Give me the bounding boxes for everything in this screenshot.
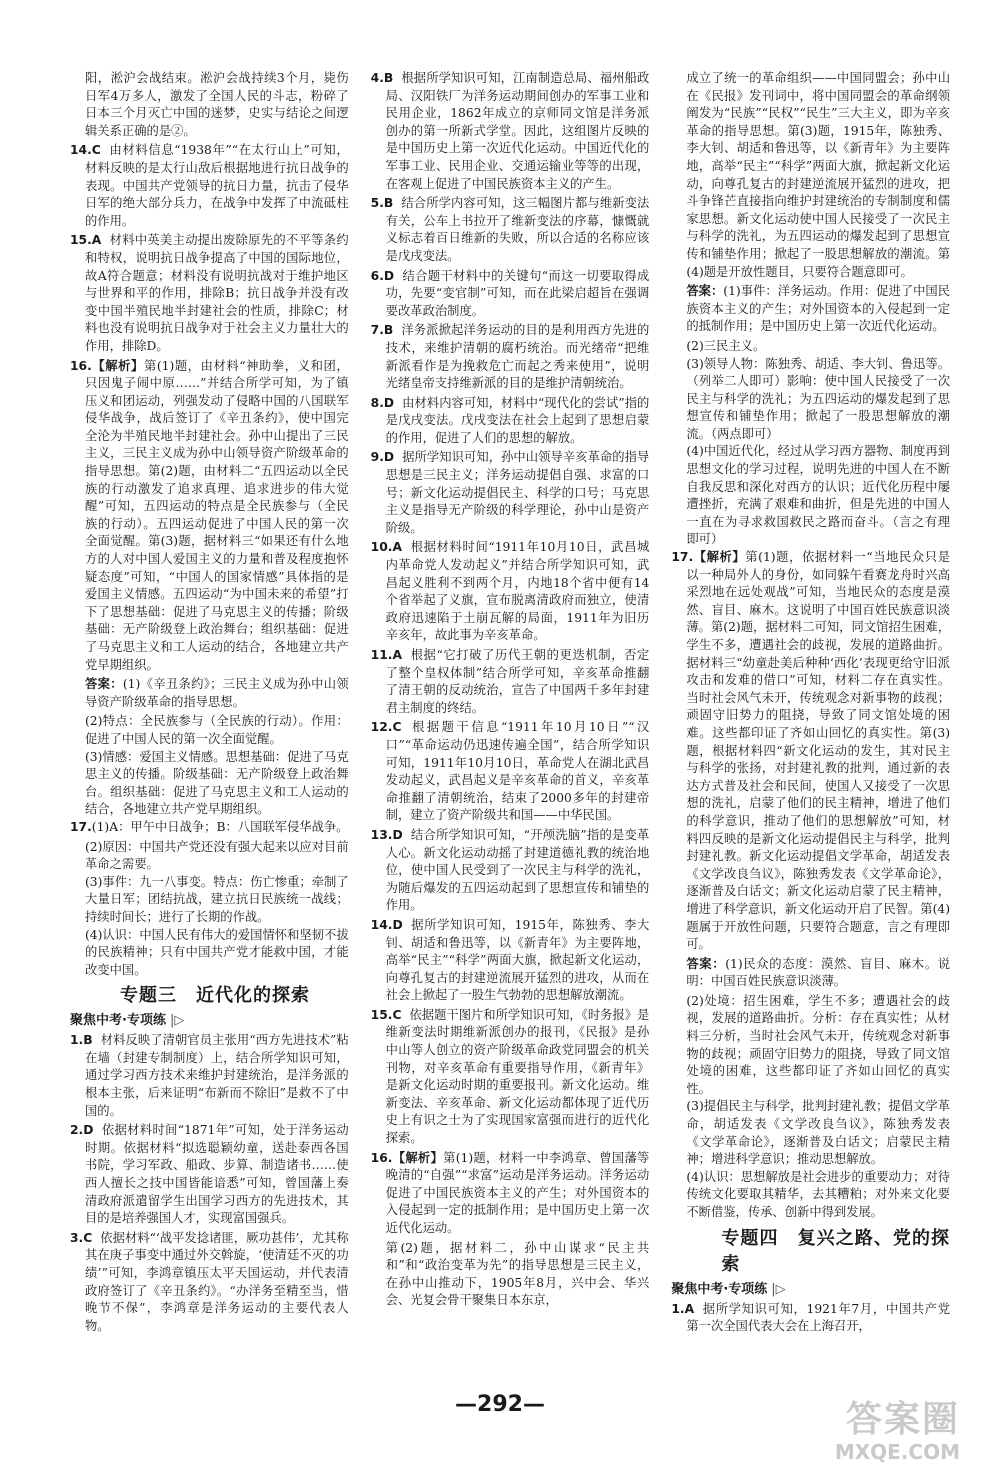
answer-text: 据所学知识可知，1915年，陈独秀、李大钊、胡适和鲁迅等，以《新青年》为主要阵地，高举“民主”“科学”两面大旗，掀起新文化运动，向尊孔复古的封建逆流展开猛烈的进攻，从而在社会上掀起了一股生气勃勃的思想解放潮流。 (385, 917, 650, 1003)
question-number: 14. (70, 143, 92, 158)
answer-choice: A (684, 1301, 695, 1316)
answer-text: 根据“它打破了历代王朝的更迭机制，否定了整个皇权体制”结合所学可知，辛亥革命推翻了清王朝的反动统治，宣告了中国两千多年封建君主制度的终结。 (385, 648, 650, 715)
answer-text: (2)特点：全民族参与（全民族的行动）。作用：促进了中国人民的第一次全面觉醒。 (85, 714, 349, 746)
practice-subheading-label: 聚焦中考·专项练 (70, 1013, 166, 1029)
question-number: 11. (370, 648, 393, 662)
question-answer (671, 1301, 950, 1336)
answer-paragraph (671, 956, 950, 991)
answer-choice: A (392, 540, 402, 555)
answer-text: 由材料内容可知，材料中“现代化的尝试”指的是戊戌变法。戊戌变法在社会上起到了思想启蒙的作用，促进了人们的思想的解放。 (385, 395, 650, 445)
arrow-icon: |▷ (169, 1013, 185, 1029)
answer-text: (2)三民主义。 (686, 338, 766, 353)
answer-text: 结合题干材料中的关键句“而这一切要取得成功，先要“变官制”可知，而在此梁启超旨在强调要改革政治制度。 (385, 268, 650, 318)
watermark-url: MXQE.COM (834, 1440, 960, 1464)
question-answer (371, 647, 650, 717)
answer-choice: C (392, 1007, 402, 1022)
answer-paragraph (671, 1169, 950, 1222)
answer-text: 阳，淞沪会战结束。淞沪会战持续3个月，毙伤日军4万多人，激发了全国人民的斗志，粉碎了日本三个月灭亡中国的迷梦，史实与结论之间逻辑关系正确的是②。 (85, 71, 349, 138)
analysis-tag: 【解析】 (392, 1150, 444, 1165)
question-answer (70, 142, 349, 230)
answer-choice: D (392, 917, 403, 932)
answer-choice: D (83, 1123, 94, 1138)
answer-text: 据所学知识可知，孙中山领导辛亥革命的指导思想是三民主义；洋务运动提倡自强、求富的口号；新文化运动提倡民主、科学的口号；马克思主义是指导无产阶级的科学理论，孙中山是资产阶级。 (385, 450, 650, 535)
answer-text: 第(1)题，由材料“神助拳，义和团，只因鬼子闹中原……”并结合所学可知，为了镇压义和团运动，列强发动了侵略中国的八国联军侵华战争，战后签订了《辛丑条约》，使中国完全沦为半殖民地半封建社会。孙中山提出了三民主义，三民主义成为孙中山领导资产阶级革命的指导思想。第(2)题，由材料二“五四运动以全民族的行动激发了追求真理、追求进步的伟大觉醒”可知，五四运动的特点是全民族参与（全民族的行动）。五四运动促进了中国人民的第一次全面觉醒。第(3)题，据材料三“如果还有什么地方的人对中国人爱国主义的力量和普及程度抱怀疑态度”可知，“中国人的国家情感”具体指的是爱国主义情感。五四运动“为中国未来的希望”打下了思想基础：促进了马克思主义的传播；阶级基础：无产阶级登上政治舞台；组织基础：促进了马克思主义和工人运动的结合，各地建立共产党早期组织。 (85, 358, 349, 672)
question-number: 1. (70, 1033, 84, 1048)
question-answer (70, 1122, 349, 1228)
answer-text: (2)处境：招生困难，学生不多；遭遇社会的歧视，发展的道路曲折。分析：存在真实性；从材料三分析，当时社会风气未开，传统观念对新事物的歧视；顽固守旧势力的阻挠，导致了同文馆处境的困难，这些都印证了齐如山回忆的真实性。 (686, 993, 951, 1096)
section-heading: 专题三 近代化的探索 (120, 985, 310, 1007)
answer-paragraph (671, 993, 950, 1099)
answer-text: (3)事件：九一八事变。特点：伤亡惨重；牵制了大量日军；团结抗战，建立抗日民族统一战线；持续时间长；进行了长期的作战。 (85, 874, 349, 924)
question-number: 4. (370, 71, 384, 85)
arrow-icon: |▷ (771, 1281, 786, 1297)
question-answer (371, 322, 650, 392)
question-number: 8. (370, 395, 384, 410)
answer-text: (3)领导人物：陈独秀、胡适、李大钊、鲁迅等。（列举二人即可）影响：使中国人民接受了一次民主与科学的洗礼；为五四运动的爆发起到了思想宣传和铺垫作用；掀起了一股思想解放的潮流。（两点即可） (686, 356, 951, 441)
question-number: 12. (370, 720, 393, 735)
answer-choice: C (91, 143, 101, 158)
answer-text: 第(1)题，依据材料一“当地民众只是以一种局外人的身份，如同躲午看赛龙舟时兴高采烈地在远处观战”可知，当地民众的态度是漠然、盲目、麻木。这说明了中国百姓民族意识淡薄。第(2)题，据材料二可知，同文馆招生困难，学生不多，遭遇社会的歧视，发展的道路曲折。据材料三“幼童赴美后种种‘西化’表现更给守旧派攻击和发难的借口”可知，材料二存在真实性。当时社会风气未开，传统观念对新事物的歧视；顽固守旧势力的阻挠，导致了同文馆处境的困难。这些都印证了齐如山回忆的真实性。第(3)题，根据材料四“新文化运动的发生，其对民主与科学的张扬，对封建礼教的批判，通过新的表达方式普及社会和民间，使国人又接受了一次思想的洗礼，启蒙了他们的民主精神，增进了他们的科学意识，推动了他们的思想解放”可知，材料四反映的是新文化运动提倡民主与科学，批判封建礼教。新文化运动提倡文学革命，胡适发表《文学改良刍议》，陈独秀发表《文学革命论》，逐渐普及白话文；新文化运动启蒙了民主精神，增进了科学意识，新文化运动开启了民智。第(4)题属于开放性问题，只要符合题意，言之有理即可。 (686, 550, 951, 952)
question-number: 14. (370, 917, 393, 932)
answer-text: 据所学知识可知，1921年7月，中国共产党第一次全国代表大会在上海召开， (686, 1301, 951, 1334)
question-answer (371, 917, 650, 1005)
question-number: 6. (370, 268, 384, 283)
question-number: 9. (370, 450, 384, 465)
answer-text: 洋务派掀起洋务运动的目的是利用西方先进的技术，来维护清朝的腐朽统治。而光绪帝“把维新派看作是为挽救危亡而起之秀来使用”，说明光绪皇帝支持维新派的目的是维护清朝统治。 (385, 323, 650, 391)
question-answer (70, 1032, 349, 1120)
practice-subheading-label: 聚焦中考·专项练 (671, 1281, 768, 1297)
answer-paragraph (70, 927, 349, 980)
question-number: 17. (70, 819, 92, 834)
answer-paragraph (671, 283, 950, 336)
answer-choice: D (392, 827, 403, 842)
answer-paragraph (671, 356, 950, 444)
answer-text: 依据题干图片和所学知识可知，《时务报》是维新变法时期维新派创办的报刊，《民报》是孙中山等人创立的资产阶级革命政党同盟会的机关刊物，对辛亥革命有重要指导作用，《新青年》是新文化运动时期的重要报刊。新文化运动。维新变法、辛亥革命、新文化运动都体现了近代历史上有识之士为了实现国家富强而进行的近代化探索。 (385, 1007, 650, 1146)
answer-text: (3)情感：爱国主义情感。思想基础：促进了马克思主义的传播。阶级基础：无产阶级登上政治舞台。组织基础：促进了马克思主义和工人运动的结合，各地建立共产党早期组织。 (85, 749, 349, 817)
answer-text: 第(1)题，材料一中李鸿章、曾国藩等晚清的“自强”“求富”运动是洋务运动。洋务运动促进了中国民族资本主义的产生；对外国资本的入侵起到一定的抵制作用；是中国历史上第一次近代化运动。 (385, 1150, 650, 1235)
question-answer (371, 1150, 650, 1238)
question-number: 13. (370, 827, 393, 842)
answer-paragraph (70, 70, 349, 140)
answer-key-page (70, 70, 950, 1380)
question-answer (371, 539, 650, 645)
question-answer (371, 395, 650, 448)
answer-paragraph (671, 70, 950, 281)
answer-text: 材料中英美主动提出废除原先的不平等条约和特权，说明抗日战争提高了中国的国际地位，故A符合题意；材料没有说明抗战对于维护地区与世界和平的作用，排除B；抗日战争并没有改变中国半殖民地半封建社会的性质，排除C；材料也没有说明抗日战争对于社会主义力量壮大的作用，排除D。 (85, 233, 349, 353)
answer-choice: C (392, 720, 402, 735)
answer-text: 根据所学知识可知，江南制造总局、福州船政局、汉阳铁厂为洋务运动期间创办的军事工业和民用企业，1862年成立的京师同文馆是洋务派创办的第一所新式学堂。因此，这组图片反映的是中国历史上第一次近代化运动。中国近代化的军事工业、民用企业、交通运输业等等的出现，在客观上促进了中国民族资本主义的产生。 (385, 71, 650, 191)
question-answer (671, 549, 950, 954)
question-number: 16. (370, 1150, 393, 1165)
question-answer (70, 819, 349, 837)
page-number: —292— (455, 1392, 545, 1417)
practice-subheading (671, 1280, 950, 1299)
answer-choice: A (91, 233, 102, 248)
question-number: 3. (70, 1230, 84, 1245)
question-number: 2. (70, 1123, 84, 1138)
watermark-logo (790, 1400, 960, 1470)
answer-paragraph (70, 839, 349, 874)
answer-paragraph (70, 713, 349, 748)
answer-choice: B (383, 71, 394, 85)
answer-text: (1)A：甲午中日战争；B：八国联军侵华战争。 (91, 819, 349, 834)
answer-paragraph (671, 443, 950, 549)
answer-text: (3)提倡民主与科学，批判封建礼教；提倡文学革命，胡适发表《文学改良刍议》，陈独秀发表《文学革命论》，逐渐普及白话文；启蒙民主精神；增进科学意识；推动思想解放。 (686, 1099, 951, 1167)
question-number: 5. (370, 196, 384, 211)
answer-text: 第(2)题，据材料二，孙中山谋求“民主共和”和“政治变革为先”的指导思想是三民主义，在孙中山推动下，1905年8月，兴中会、华兴会、光复会骨干聚集日本东京， (385, 1240, 650, 1308)
analysis-tag: 【解析】 (693, 550, 746, 565)
answer-choice: B (383, 323, 394, 338)
answer-paragraph (371, 1240, 650, 1310)
question-number: 7. (370, 323, 384, 338)
question-number: 1. (671, 1301, 685, 1316)
analysis-tag: 【解析】 (91, 358, 144, 373)
answer-choice: A (392, 648, 402, 662)
answer-text: (2)原因：中国共产党还没有强大起来以应对目前革命之需要。 (85, 839, 349, 872)
answer-text: (4)中国近代化，经过从学习西方器物、制度再到思想文化的学习过程，说明先进的中国人在不断自我反思和深化对西方的认识；近代化历程中屡遭挫折，充满了艰难和曲折，但是先进的中国人一直在为寻求救国救民之路而奋斗。（言之有理即可） (686, 444, 951, 547)
question-answer (371, 1007, 650, 1148)
answer-text: 结合所学内容可知，这三幅图片都与维新变法有关，公车上书拉开了维新变法的序幕，慷慨就义标志着百日维新的失败，所以合适的名称应该是戊戌变法。 (385, 196, 650, 263)
answer-text: 成立了统一的革命组织——中国同盟会；孙中山在《民报》发刊词中，将中国同盟会的革命纲领阐发为“民族”“民权”“民生”三大主义，即为辛亥革命的指导思想。第(3)题，1915年，陈独秀、李大钊、胡适和鲁迅等，以《新青年》为主要阵地，高举“民主”“科学”两面大旗，掀起新文化运动，向尊孔复古的封建逆流展开猛烈的进攻，把斗争锋芒直接指向维护封建统治的专制制度和儒家思想。新文化运动使中国人民接受了一次民主与科学的洗礼，为五四运动的爆发起到了思想宣传和铺垫作用；掀起了一股思想解放的潮流。第(4)题是开放性题目，只要符合题意即可。 (686, 71, 951, 279)
question-answer (371, 195, 650, 265)
question-answer (70, 232, 349, 355)
column-right (671, 70, 950, 1380)
question-number: 16. (70, 358, 92, 373)
answer-text: 由材料信息“1938年”“在太行山上”可知，材料反映的是太行山敌后根据地进行抗日战争的表现。中国共产党领导的抗日力量，抗击了侵华日军的绝大部分兵力，在战争中发挥了中流砥柱的作用。 (85, 143, 349, 228)
question-answer (371, 268, 650, 321)
question-number: 17. (671, 550, 694, 565)
answer-text: 依据材料“‘战平发捻诸匪，厥功甚伟’，尤其称其在庚子事变中通过外交斡旋，‘使清廷不灭的功绩’”可知，李鸿章镇压太平天国运动，并代表清政府签订了《辛丑条约》。“办洋务至精至当，惜晚节不保”，李鸿章是洋务运动的主要代表人物。 (85, 1230, 349, 1333)
column-left (70, 70, 349, 1380)
answer-label: 答案： (85, 677, 123, 692)
column-middle (371, 70, 650, 1380)
practice-subheading (70, 1011, 349, 1030)
answer-text: (1)事件：洋务运动。作用：促进了中国民族资本主义的产生；对外国资本的入侵起到一定的抵制作用；是中国历史上第一次近代化运动。 (686, 284, 951, 334)
question-answer (371, 449, 650, 537)
answer-choice: C (83, 1230, 93, 1245)
watermark-cn: 答案圈 (845, 1399, 960, 1440)
answer-choice: B (83, 1033, 93, 1048)
question-answer (70, 358, 349, 675)
section-heading: 专题四 复兴之路、党的探索 (721, 1227, 951, 1275)
answer-paragraph (70, 874, 349, 927)
answer-text: (4)认识：思想解放是社会进步的重要动力；对待传统文化要取其精华，去其糟粕；对外来文化要不断借鉴，传承、创新中得到发展。 (686, 1169, 951, 1219)
answer-choice: D (383, 450, 395, 465)
answer-text: (4)认识：中国人民有伟大的爱国情怀和坚韧不拔的民族精神；只有中国共产党才能救中国，才能改变中国。 (85, 927, 349, 977)
answer-choice: B (383, 196, 394, 211)
answer-label: 答案： (686, 284, 724, 299)
question-answer (70, 1230, 349, 1336)
question-answer (371, 70, 650, 193)
answer-text: (1)《辛丑条约》；三民主义成为孙中山领导资产阶级革命的指导思想。 (85, 677, 349, 709)
answer-paragraph (70, 676, 349, 711)
answer-text: 结合所学知识可知，“开颅洗脑”指的是变革人心。新文化运动动摇了封建道德礼教的统治地位，使中国人民受到了一次民主与科学的洗礼，为随后爆发的五四运动起到了思想宣传和铺垫的作用。 (385, 827, 650, 913)
answer-text: 材料反映了清朝官员主张用“西方先进技术”粘在墙（封建专制制度）上，结合所学知识可知，通过学习西方技术来维护封建统治，是洋务派的根本主张，后来证明“布新而不除旧”是救不了中国的。 (85, 1033, 349, 1118)
answer-text: 根据题干信息“1911年10月10日”“汉口”“革命运动仍迅速传遍全国”，结合所学知识可知，1911年10月10日，革命党人在湖北武昌发动起义，武昌起义是辛亥革命的首义，辛亥革命推翻了清朝统治，结束了2000多年的封建帝制，建立了资产阶级共和国——中华民国。 (385, 720, 650, 823)
answer-text: (1)民众的态度：漠然、盲目、麻木。说明：中国百姓民族意识淡薄。 (686, 956, 951, 989)
question-answer (371, 719, 650, 825)
answer-choice: D (383, 268, 395, 283)
answer-text: 依据材料时间“1871年”可知，处于洋务运动时期。依据材料“拟选聪颖幼童，送赴泰西各国书院，学习军政、船政、步算、制造诸书……使西人擅长之技中国皆能谙悉”可知，曾国藩上奏清政府派遣留学生出国学习西方的先进技术，其目的是培养强国人才，实现富国强兵。 (85, 1123, 349, 1226)
answer-text: 根据材料时间“1911年10月10日，武昌城内革命党人发动起义”并结合所学知识可知，武昌起义胜利不到两个月，内地18个省中便有14个省举起了义旗，宣布脱离清政府而独立，使清政府迅速陷于土崩瓦解的局面，1911年为旧历辛亥年，故此事为辛亥革命。 (385, 540, 650, 643)
answer-choice: D (383, 395, 395, 410)
answer-label: 答案： (686, 956, 726, 971)
question-number: 15. (370, 1007, 393, 1022)
answer-paragraph (671, 338, 950, 356)
answer-paragraph (671, 1098, 950, 1168)
question-number: 15. (70, 233, 92, 248)
answer-paragraph (70, 749, 349, 819)
question-answer (371, 827, 650, 915)
question-number: 10. (370, 540, 393, 555)
